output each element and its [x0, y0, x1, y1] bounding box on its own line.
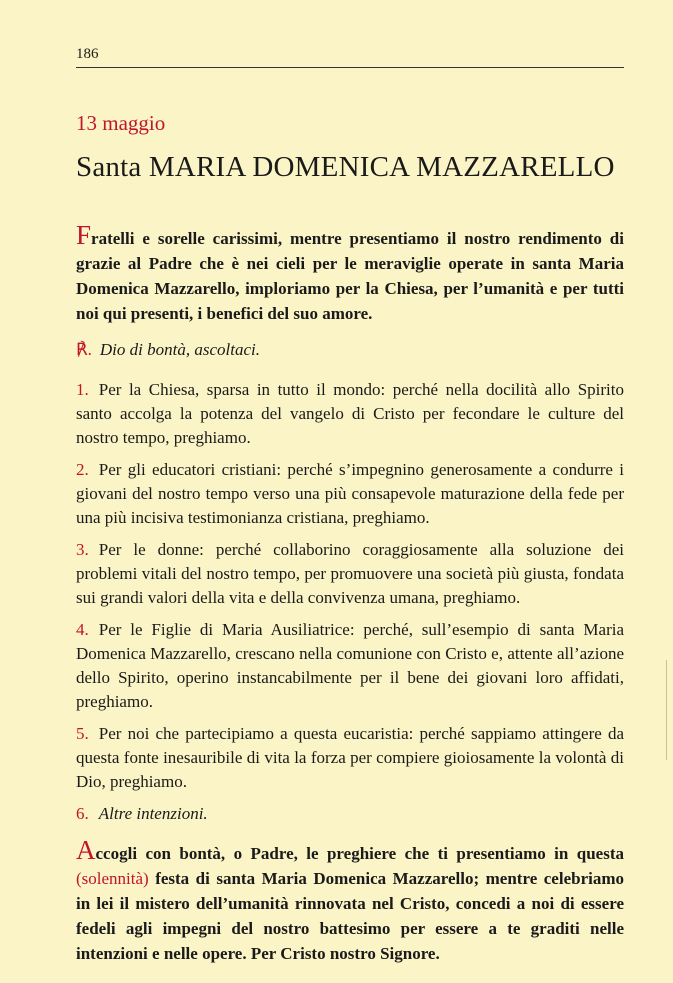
- feast-date: 13 maggio: [76, 111, 166, 135]
- header-rule: [76, 67, 624, 68]
- page-title: Santa MARIA DOMENICA MAZZARELLO: [76, 151, 615, 183]
- intro-paragraph: [76, 220, 624, 326]
- intentions-list: [76, 378, 624, 826]
- intro-initial: F: [76, 220, 92, 250]
- page-header: [76, 44, 624, 64]
- intention-item: [76, 538, 624, 610]
- closing-initial: A: [76, 835, 96, 865]
- intention-item: [76, 458, 624, 530]
- intention-text: Per gli educatori cristiani: perché s’impegnino generosamente a condurre i giovani del nostro tempo verso una più consapevole maturazione della fede per una più incisiva testimonianza cristiana, preghiamo.: [76, 460, 624, 527]
- closing-text-after: festa di santa Maria Domenica Mazzarello; mentre celebriamo in lei il mistero dell’umanità rinnovata nel Cristo, concedi a noi di essere fedeli agli impegni del nostro battesimo per essere a te graditi nelle intenzioni e nelle opere. Per Cristo nostro Signore.: [76, 869, 624, 963]
- page-edge-mark: [666, 660, 667, 760]
- response-text: Dio di bontà, ascoltaci.: [99, 340, 260, 359]
- response-symbol: ℟.: [76, 340, 92, 359]
- intention-text: Per noi che partecipiamo a questa eucaristia: perché sappiamo attingere da questa fonte inesauribile di vita la forza per compiere gioiosamente la volontà di Dio, preghiamo.: [76, 724, 624, 791]
- intention-number: 4.: [76, 620, 89, 639]
- intention-text: Per la Chiesa, sparsa in tutto il mondo: perché nella docilità allo Spirito santo accolga la potenza del vangelo di Cristo per fecondare le culture del nostro tempo, preghiamo.: [76, 380, 624, 447]
- closing-text-before: ccogli con bontà, o Padre, le preghiere che ti presentiamo in questa: [95, 844, 624, 863]
- response-line: [76, 338, 624, 362]
- intention-text: Per le Figlie di Maria Ausiliatrice: perché, sull’esempio di santa Maria Domenica Mazzarello, crescano nella comunione con Cristo e, attente all’azione dello Spirito, operino instancabilmente per il bene dei giovani loro affidati, preghiamo.: [76, 620, 624, 711]
- page-number: 186: [76, 46, 99, 62]
- intention-item: [76, 722, 624, 794]
- intention-text: Altre intenzioni.: [98, 804, 208, 823]
- intention-number: 3.: [76, 540, 89, 559]
- page: [76, 44, 624, 983]
- intention-number: 5.: [76, 724, 89, 743]
- intention-item: [76, 378, 624, 450]
- closing-parenthetical: (solennità): [76, 869, 149, 888]
- intention-text: Per le donne: perché collaborino coraggiosamente alla soluzione dei problemi vitali del nostro tempo, per promuovere una società più giusta, fondata sui grandi valori della vita e della convivenza umana, preghiamo.: [76, 540, 624, 607]
- intention-number: 1.: [76, 380, 89, 399]
- intention-number: 6.: [76, 804, 89, 823]
- intro-text: ratelli e sorelle carissimi, mentre presentiamo il nostro rendimento di grazie al Padre che è nei cieli per le meraviglie operate in santa Maria Domenica Mazzarello, imploriamo per la Chiesa, per l’umanità e per tutti noi qui presenti, i benefici del suo amore.: [76, 229, 624, 323]
- closing-prayer: [76, 835, 624, 966]
- intention-item: [76, 618, 624, 714]
- intention-number: 2.: [76, 460, 89, 479]
- intention-item: [76, 802, 624, 826]
